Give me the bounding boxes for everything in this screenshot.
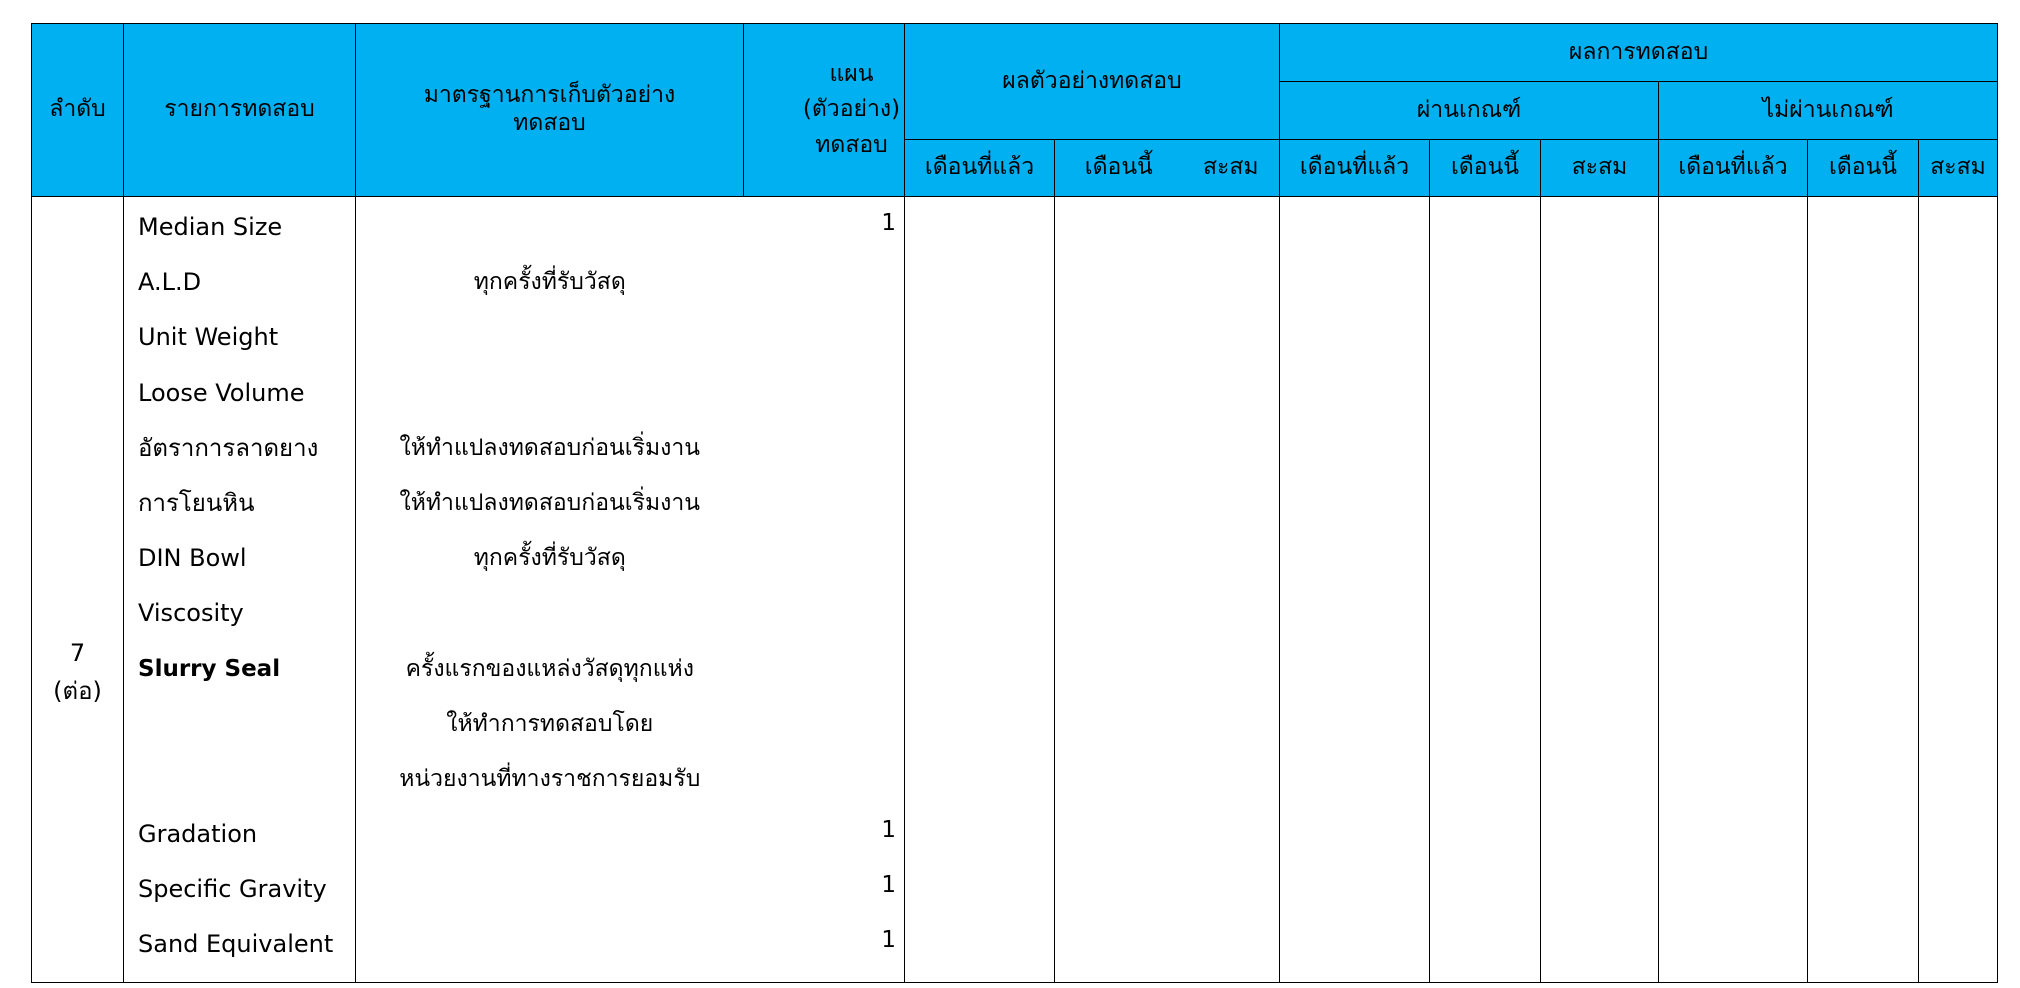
list-item — [744, 761, 905, 816]
list-item: A.L.D — [138, 268, 202, 297]
list-item: Specific Gravity — [138, 875, 327, 904]
samples-prev-month-cell — [905, 197, 1055, 983]
fail-cumulative-cell — [1919, 197, 1998, 983]
list-item — [744, 651, 905, 706]
header-pass-cumulative: สะสม — [1541, 140, 1659, 197]
header-standard: มาตรฐานการเก็บตัวอย่างทดสอบ — [356, 24, 744, 197]
list-item: ให้ทำแปลงทดสอบก่อนเริ่มงาน — [399, 434, 700, 461]
plan-list — [744, 197, 905, 982]
list-item: 1 — [881, 927, 897, 954]
list-item: 1 — [881, 872, 897, 899]
list-item: DIN Bowl — [138, 544, 247, 573]
list-item — [744, 595, 905, 650]
plan-cell — [744, 197, 905, 983]
samples-this-month-cell — [1055, 197, 1183, 983]
list-item — [356, 926, 744, 981]
list-item: 1 — [881, 817, 897, 844]
seq-number: 7 — [69, 639, 86, 668]
fail-prev-month-cell — [1659, 197, 1808, 983]
list-item — [744, 430, 905, 485]
header-fail: ไม่ผ่านเกณฑ์ — [1659, 82, 1998, 140]
list-item: Gradation — [138, 820, 258, 849]
pass-this-month-cell — [1430, 197, 1541, 983]
header-fail-cumulative: สะสม — [1919, 140, 1998, 197]
list-item — [744, 264, 905, 319]
list-item: หน่วยงานที่ทางราชการยอมรับ — [399, 765, 701, 792]
item-cell — [124, 197, 356, 983]
list-item: 1 — [881, 210, 897, 236]
fail-this-month-cell — [1808, 197, 1919, 983]
list-item: Median Size — [138, 213, 283, 241]
header-samples-cumulative: สะสม — [1183, 140, 1280, 197]
list-item — [356, 595, 744, 650]
test-results-table — [31, 23, 1998, 983]
list-item — [744, 319, 905, 374]
header-seq: ลำดับ — [32, 24, 124, 197]
standard-cell — [356, 197, 744, 983]
header-item: รายการทดสอบ — [124, 24, 356, 197]
list-item: Slurry Seal — [138, 655, 281, 682]
list-item — [356, 209, 744, 264]
list-item: Sand Equivalent — [138, 930, 334, 959]
list-item: ทุกครั้งที่รับวัสดุ — [473, 269, 626, 296]
seq-note: (ต่อ) — [53, 677, 102, 706]
header-fail-prev-month: เดือนที่แล้ว — [1659, 140, 1808, 197]
header-pass: ผ่านเกณฑ์ — [1280, 82, 1659, 140]
header-fail-this-month: เดือนนี้ — [1808, 140, 1919, 197]
list-item — [356, 319, 744, 374]
standard-list — [356, 197, 744, 982]
header-samples-this-month: เดือนนี้ — [1055, 140, 1183, 197]
list-item — [138, 761, 355, 816]
samples-cumulative-cell — [1183, 197, 1280, 983]
list-item — [356, 871, 744, 926]
list-item — [744, 706, 905, 761]
list-item: ครั้งแรกของแหล่งวัสดุทุกแห่ง — [405, 655, 694, 682]
header-results: ผลการทดสอบ — [1280, 24, 1998, 82]
list-item — [744, 540, 905, 595]
list-item: ทุกครั้งที่รับวัสดุ — [473, 545, 626, 572]
list-item — [356, 375, 744, 430]
item-list — [124, 197, 355, 982]
list-item: Unit Weight — [138, 323, 279, 352]
list-item: Viscosity — [138, 599, 244, 628]
list-item — [744, 375, 905, 430]
list-item: อัตราการลาดยาง — [138, 433, 319, 462]
list-item — [356, 816, 744, 871]
list-item: ให้ทำแปลงทดสอบก่อนเริ่มงาน — [399, 489, 700, 516]
list-item — [138, 706, 355, 761]
pass-prev-month-cell — [1280, 197, 1430, 983]
list-item: ให้ทำการทดสอบโดย — [446, 710, 654, 737]
list-item: Loose Volume — [138, 378, 305, 407]
pass-cumulative-cell — [1541, 197, 1659, 983]
list-item — [744, 485, 905, 540]
seq-cell — [32, 197, 124, 983]
list-item: การโยนหิน — [138, 488, 255, 517]
header-samples: ผลตัวอย่างทดสอบ — [905, 24, 1280, 140]
header-plan: แผน (ตัวอย่าง) ทดสอบ — [744, 24, 905, 197]
header-pass-prev-month: เดือนที่แล้ว — [1280, 140, 1430, 197]
header-pass-this-month: เดือนนี้ — [1430, 140, 1541, 197]
header-samples-prev-month: เดือนที่แล้ว — [905, 140, 1055, 197]
